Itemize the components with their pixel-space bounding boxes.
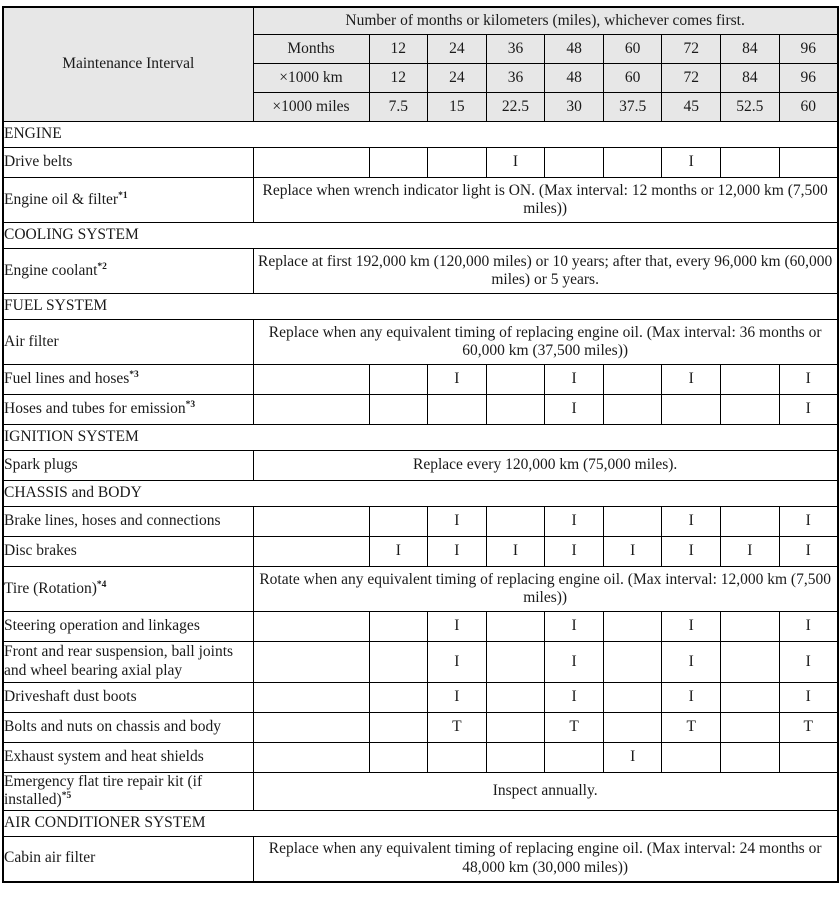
section-header-row: [3, 294, 838, 320]
unit-value: 48: [545, 64, 604, 93]
interval-mark-cell: [486, 507, 545, 537]
maintenance-item-row: [3, 713, 838, 743]
section-header-row: [3, 122, 838, 148]
interval-mark-cell: [721, 743, 780, 773]
interval-mark-cell: [486, 743, 545, 773]
item-label-text: Cabin air filter: [4, 849, 96, 867]
item-note: Replace when any equivalent timing of replacing engine oil. (Max interval: 24 months or 48,000 km (30,000 miles)): [253, 836, 838, 882]
unit-value: 45: [662, 93, 721, 122]
maintenance-item-row: [3, 836, 838, 882]
unit-value: 15: [428, 93, 487, 122]
unit-value: 12: [369, 64, 428, 93]
interval-mark-cell: [603, 148, 662, 178]
interval-mark-cell: I: [662, 537, 721, 567]
interval-mark-cell: I: [545, 683, 604, 713]
unit-value: 96: [779, 35, 838, 64]
interval-mark-cell: I: [779, 365, 838, 395]
item-unit-spacer: [253, 612, 369, 642]
interval-mark-cell: [369, 743, 428, 773]
interval-mark-cell: [721, 148, 780, 178]
maintenance-item-row: [3, 773, 838, 811]
interval-mark-cell: [721, 395, 780, 425]
item-label: [3, 773, 253, 811]
item-label: [3, 507, 253, 537]
unit-value: 60: [779, 93, 838, 122]
maintenance-item-row: [3, 683, 838, 713]
unit-value: 24: [428, 64, 487, 93]
item-note: Replace when wrench indicator light is ON. (Max interval: 12 months or 12,000 km (7,500 miles)): [253, 178, 838, 223]
unit-value: 96: [779, 64, 838, 93]
unit-value: 24: [428, 35, 487, 64]
unit-value: 48: [545, 35, 604, 64]
interval-mark-cell: I: [369, 537, 428, 567]
item-note: Inspect annually.: [253, 773, 838, 811]
footnote-marker: *4: [96, 579, 107, 590]
maintenance-item-row: [3, 537, 838, 567]
interval-mark-cell: [428, 148, 487, 178]
interval-mark-cell: I: [662, 365, 721, 395]
interval-mark-cell: [662, 743, 721, 773]
unit-value: 60: [603, 64, 662, 93]
maintenance-item-row: [3, 642, 838, 683]
interval-mark-cell: [428, 743, 487, 773]
interval-mark-cell: I: [662, 507, 721, 537]
item-unit-spacer: [253, 743, 369, 773]
maintenance-item-row: [3, 612, 838, 642]
item-note: Replace every 120,000 km (75,000 miles).: [253, 451, 838, 481]
interval-mark-cell: T: [428, 713, 487, 743]
unit-value: 30: [545, 93, 604, 122]
interval-mark-cell: [721, 507, 780, 537]
interval-mark-cell: T: [662, 713, 721, 743]
item-label: [3, 451, 253, 481]
item-unit-spacer: [253, 507, 369, 537]
interval-mark-cell: I: [545, 642, 604, 683]
interval-mark-cell: I: [545, 537, 604, 567]
section-title: COOLING SYSTEM: [3, 223, 838, 249]
maintenance-interval-header: Maintenance Interval: [3, 7, 253, 122]
item-unit-spacer: [253, 713, 369, 743]
maintenance-item-row: [3, 320, 838, 365]
interval-mark-cell: I: [545, 365, 604, 395]
interval-mark-cell: I: [545, 507, 604, 537]
section-title: FUEL SYSTEM: [3, 294, 838, 320]
interval-mark-cell: [486, 612, 545, 642]
interval-mark-cell: I: [662, 612, 721, 642]
item-label-text: Brake lines, hoses and connections: [4, 512, 221, 530]
item-label: [3, 148, 253, 178]
section-header-row: [3, 810, 838, 836]
unit-value: 12: [369, 35, 428, 64]
item-unit-spacer: [253, 683, 369, 713]
item-unit-spacer: [253, 395, 369, 425]
item-note: Rotate when any equivalent timing of replacing engine oil. (Max interval: 12,000 km (7,500 miles)): [253, 567, 838, 612]
section-header-row: [3, 425, 838, 451]
unit-label: ×1000 miles: [253, 93, 369, 122]
footnote-marker: *2: [97, 261, 107, 272]
unit-value: 84: [721, 35, 780, 64]
interval-mark-cell: I: [545, 612, 604, 642]
interval-mark-cell: [369, 507, 428, 537]
unit-value: 22.5: [486, 93, 545, 122]
interval-mark-cell: [779, 743, 838, 773]
unit-value: 72: [662, 35, 721, 64]
unit-value: 52.5: [721, 93, 780, 122]
unit-value: 7.5: [369, 93, 428, 122]
interval-mark-cell: [545, 148, 604, 178]
interval-mark-cell: [428, 395, 487, 425]
interval-mark-cell: I: [779, 537, 838, 567]
interval-mark-cell: I: [428, 642, 487, 683]
footnote-marker: *1: [118, 190, 128, 201]
footnote-marker: *3: [185, 400, 196, 411]
interval-mark-cell: I: [779, 642, 838, 683]
unit-value: 72: [662, 64, 721, 93]
section-header-row: [3, 223, 838, 249]
footnote-marker: *3: [129, 370, 139, 381]
maintenance-item-row: [3, 451, 838, 481]
item-label-text: Spark plugs: [4, 456, 78, 474]
item-label: [3, 713, 253, 743]
interval-mark-cell: I: [603, 743, 662, 773]
section-title: ENGINE: [3, 122, 838, 148]
interval-mark-cell: [369, 365, 428, 395]
interval-mark-cell: [486, 365, 545, 395]
interval-mark-cell: I: [779, 395, 838, 425]
item-label-text: Air filter: [4, 332, 59, 350]
interval-mark-cell: I: [428, 683, 487, 713]
maintenance-item-row: [3, 249, 838, 294]
maintenance-item-row: [3, 507, 838, 537]
section-title: IGNITION SYSTEM: [3, 425, 838, 451]
interval-mark-cell: [486, 642, 545, 683]
interval-mark-cell: [721, 642, 780, 683]
interval-mark-cell: I: [428, 365, 487, 395]
interval-mark-cell: [662, 395, 721, 425]
interval-mark-cell: [603, 683, 662, 713]
interval-mark-cell: T: [545, 713, 604, 743]
item-label: [3, 365, 253, 395]
item-unit-spacer: [253, 537, 369, 567]
item-label-text: Disc brakes: [4, 542, 77, 560]
maintenance-item-row: [3, 178, 838, 223]
maintenance-item-row: [3, 365, 838, 395]
interval-mark-cell: [603, 612, 662, 642]
item-unit-spacer: [253, 148, 369, 178]
unit-value: 84: [721, 64, 780, 93]
item-label-text: Hoses and tubes for emission: [4, 400, 186, 418]
interval-mark-cell: [721, 683, 780, 713]
item-label: [3, 743, 253, 773]
maintenance-item-row: [3, 395, 838, 425]
item-label: [3, 249, 253, 294]
item-label: [3, 178, 253, 223]
interval-mark-cell: I: [428, 507, 487, 537]
unit-label: ×1000 km: [253, 64, 369, 93]
interval-mark-cell: [369, 395, 428, 425]
item-unit-spacer: [253, 365, 369, 395]
maintenance-item-row: [3, 567, 838, 612]
footnote-marker: *5: [61, 791, 72, 802]
interval-mark-cell: I: [486, 537, 545, 567]
maintenance-schedule-page: [0, 6, 839, 912]
interval-mark-cell: [545, 743, 604, 773]
item-label-text: Steering operation and linkages: [4, 617, 200, 635]
item-label: [3, 612, 253, 642]
interval-mark-cell: [603, 507, 662, 537]
unit-value: 37.5: [603, 93, 662, 122]
interval-mark-cell: I: [662, 148, 721, 178]
section-header-row: [3, 481, 838, 507]
interval-mark-cell: [603, 642, 662, 683]
item-unit-spacer: [253, 642, 369, 683]
interval-mark-cell: [369, 683, 428, 713]
interval-mark-cell: I: [662, 642, 721, 683]
item-label-text: Drive belts: [4, 153, 73, 171]
interval-mark-cell: I: [603, 537, 662, 567]
interval-mark-cell: I: [428, 537, 487, 567]
item-label-text: Front and rear suspension, ball joints and wheel bearing axial play: [4, 643, 234, 679]
interval-span-header: Number of months or kilometers (miles), whichever comes first.: [253, 7, 838, 35]
item-label: [3, 567, 253, 612]
interval-mark-cell: [369, 713, 428, 743]
item-label-text: Tire (Rotation): [4, 579, 97, 597]
item-label-text: Fuel lines and hoses: [4, 370, 130, 388]
interval-mark-cell: [369, 642, 428, 683]
interval-mark-cell: I: [779, 507, 838, 537]
item-label: [3, 320, 253, 365]
interval-mark-cell: I: [662, 683, 721, 713]
item-label: [3, 395, 253, 425]
interval-mark-cell: I: [721, 537, 780, 567]
item-label-text: Emergency flat tire repair kit (if installed): [4, 773, 203, 809]
interval-mark-cell: [779, 148, 838, 178]
item-label: [3, 642, 253, 683]
interval-mark-cell: [486, 713, 545, 743]
interval-mark-cell: [369, 612, 428, 642]
header-row-title: [3, 7, 838, 35]
unit-label: Months: [253, 35, 369, 64]
item-note: Replace at first 192,000 km (120,000 miles) or 10 years; after that, every 96,000 km (60,000 miles) or 5 years.: [253, 249, 838, 294]
item-label: [3, 836, 253, 882]
unit-value: 36: [486, 35, 545, 64]
item-note: Replace when any equivalent timing of replacing engine oil. (Max interval: 36 months or 60,000 km (37,500 miles)): [253, 320, 838, 365]
interval-mark-cell: I: [779, 683, 838, 713]
unit-value: 60: [603, 35, 662, 64]
interval-mark-cell: [603, 713, 662, 743]
interval-mark-cell: [486, 395, 545, 425]
item-label-text: Bolts and nuts on chassis and body: [4, 718, 221, 736]
interval-mark-cell: [603, 395, 662, 425]
item-label-text: Exhaust system and heat shields: [4, 748, 204, 766]
interval-mark-cell: [603, 365, 662, 395]
interval-mark-cell: I: [779, 612, 838, 642]
maintenance-item-row: [3, 743, 838, 773]
interval-mark-cell: I: [545, 395, 604, 425]
unit-value: 36: [486, 64, 545, 93]
interval-mark-cell: [721, 365, 780, 395]
interval-mark-cell: I: [428, 612, 487, 642]
item-label-text: Engine coolant: [4, 261, 98, 279]
interval-mark-cell: [369, 148, 428, 178]
maintenance-item-row: [3, 148, 838, 178]
interval-mark-cell: [721, 713, 780, 743]
interval-mark-cell: [721, 612, 780, 642]
interval-mark-cell: T: [779, 713, 838, 743]
section-title: CHASSIS and BODY: [3, 481, 838, 507]
item-label-text: Engine oil & filter: [4, 190, 119, 208]
item-label-text: Driveshaft dust boots: [4, 688, 137, 706]
interval-mark-cell: I: [486, 148, 545, 178]
item-label: [3, 537, 253, 567]
interval-mark-cell: [486, 683, 545, 713]
section-title: AIR CONDITIONER SYSTEM: [3, 810, 838, 836]
maintenance-schedule-table: [2, 6, 839, 883]
item-label: [3, 683, 253, 713]
